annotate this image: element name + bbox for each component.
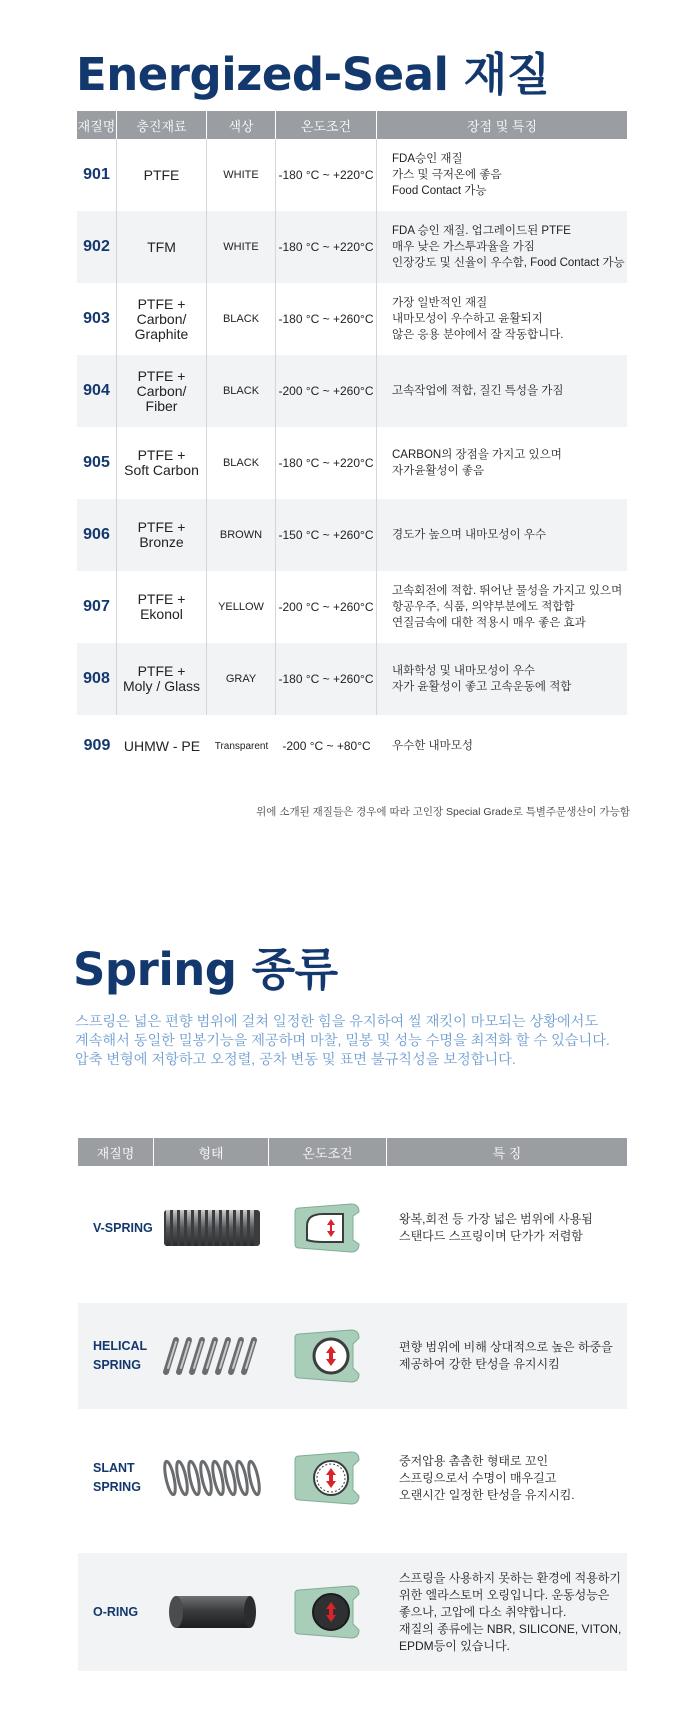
slant-spring-image [154, 1456, 269, 1500]
header-features: 특 징 [492, 1145, 522, 1161]
material-code: 905 [77, 427, 117, 499]
material-features: CARBON의 장점을 가지고 있으며 자가윤활성이 좋음 [392, 449, 562, 477]
material-filler: PTFE + Bronze [117, 499, 207, 571]
spring-description: 왕복,회전 등 가장 넓은 범위에 사용됨 스탠다드 스프링이며 단가가 저렴함 [399, 1212, 593, 1243]
material-color: GRAY [207, 643, 276, 715]
material-color: BROWN [207, 499, 276, 571]
material-features: 고속작업에 적합, 질긴 특성을 가짐 [392, 385, 564, 397]
material-color: BLACK [207, 427, 276, 499]
material-code: 901 [77, 139, 117, 211]
material-features: 가장 일반적인 재질 내마모성이 우수하고 윤활되지 않은 응용 분야에서 잘 작동합니다. [392, 297, 564, 341]
material-temp: -150 °C ~ +260°C [276, 499, 377, 571]
material-filler: UHMW - PE [123, 737, 201, 754]
table-row [77, 571, 627, 643]
material-color: Transparent [214, 740, 269, 752]
header-name: 재질명 [78, 1138, 154, 1166]
spring-name: HELICAL SPRING [93, 1339, 148, 1372]
spring-name: V-SPRING [93, 1220, 153, 1235]
material-features: 경도가 높으며 내마모성이 우수 [392, 529, 547, 541]
v-spring-seal-icon [269, 1200, 387, 1256]
table-row [77, 499, 627, 571]
materials-table-header [77, 111, 627, 139]
material-color: BLACK [207, 355, 276, 427]
material-temp: -200 °C ~ +260°C [276, 571, 377, 643]
material-filler: TFM [117, 211, 207, 283]
spring-table-header [78, 1138, 627, 1166]
material-temp: -200 °C ~ +260°C [276, 355, 377, 427]
material-temp: -200 °C ~ +80°C [282, 739, 371, 753]
spring-row [78, 1553, 627, 1671]
material-temp: -180 °C ~ +260°C [276, 283, 377, 355]
v-spring-image [154, 1206, 269, 1250]
spring-row [78, 1426, 627, 1530]
material-code: 908 [77, 643, 117, 715]
material-color: WHITE [207, 211, 276, 283]
o-ring-seal-icon [269, 1582, 387, 1642]
material-features: 우수한 내마모성 [392, 740, 473, 752]
material-features: 내화학성 및 내마모성이 우수 자가 윤활성이 좋고 고속운동에 적합 [392, 665, 572, 693]
material-temp: -180 °C ~ +220°C [276, 211, 377, 283]
header-code: 재질명 [77, 111, 117, 139]
material-code: 902 [77, 211, 117, 283]
helical-spring-seal-icon [269, 1326, 387, 1386]
table-row [77, 715, 627, 777]
header-color: 색상 [207, 111, 276, 139]
spring-description: 편향 범위에 비해 상대적으로 높은 하중을 제공하여 강한 탄성을 유지시킴 [399, 1340, 613, 1371]
section-title-materials: Energized-Seal 재질 [76, 48, 550, 101]
material-filler: PTFE [117, 139, 207, 211]
table-row [77, 211, 627, 283]
table-row [77, 139, 627, 211]
material-color: BLACK [207, 283, 276, 355]
material-temp: -180 °C ~ +260°C [276, 643, 377, 715]
material-code: 903 [77, 283, 117, 355]
helical-spring-image [154, 1334, 269, 1378]
o-ring-image [154, 1590, 269, 1634]
material-code: 907 [77, 571, 117, 643]
slant-spring-seal-icon [269, 1448, 387, 1508]
material-code: 909 [83, 737, 111, 754]
header-filler: 충진재료 [117, 111, 207, 139]
section-title-springs: Spring 종류 [73, 943, 338, 996]
material-features: 고속회전에 적합. 뛰어난 물성을 가지고 있으며 항공우주, 식품, 의약부분에도 적합함 연질금속에 대한 적용시 매우 좋은 효과 [392, 585, 623, 629]
spring-row [78, 1303, 627, 1409]
material-features: FDA승인 재질 가스 및 극저온에 좋음 Food Contact 가능 [392, 153, 502, 197]
table-row [77, 643, 627, 715]
spring-name: SLANT SPRING [93, 1461, 141, 1494]
header-temp: 온도조건 [269, 1138, 387, 1166]
materials-table [77, 111, 627, 777]
material-temp: -180 °C ~ +220°C [276, 139, 377, 211]
header-shape: 형태 [154, 1138, 269, 1166]
spring-description: 스프링을 사용하지 못하는 환경에 적용하기 위한 엘라스토머 오링입니다. 운동성능은 좋으나, 고압에 다소 취약합니다. 재질의 종류에는 NBR, SILICONE, VITON, EPDM등이 있습니다. [399, 1570, 622, 1653]
table-row [77, 283, 627, 355]
material-filler: PTFE + Carbon/ Fiber [117, 355, 207, 427]
material-code: 906 [77, 499, 117, 571]
material-temp: -180 °C ~ +220°C [276, 427, 377, 499]
material-filler: PTFE + Moly / Glass [117, 643, 207, 715]
material-filler: PTFE + Soft Carbon [117, 427, 207, 499]
header-temp: 온도조건 [276, 111, 377, 139]
material-filler: PTFE + Ekonol [117, 571, 207, 643]
header-features: 장점 및 특징 [466, 118, 537, 134]
table-row [77, 355, 627, 427]
spring-description: 중저압용 촘촘한 형태로 꼬인 스프링으로서 수명이 매우길고 오랜시간 일정한 탄성을 유지시킴. [399, 1453, 575, 1502]
table-row [77, 427, 627, 499]
special-grade-note: 위에 소개된 재질들은 경우에 따라 고인장 Special Grade로 특별주문생산이 가능함 [256, 806, 630, 818]
material-filler: PTFE + Carbon/ Graphite [117, 283, 207, 355]
material-color: WHITE [207, 139, 276, 211]
spring-name: O-RING [93, 1604, 139, 1619]
spring-table [78, 1138, 627, 1653]
material-color: YELLOW [207, 571, 276, 643]
spring-intro-text: 스프링은 넓은 편향 범위에 걸쳐 일정한 힘을 유지하여 씰 재킷이 마모되는 상황에서도 계속해서 동일한 밀봉기능을 제공하며 마찰, 밀봉 및 성능 수명을 최적화 할 수 있습니다. 압축 변형에 저항하고 오정렬, 공차 변동 및 표면 불규칙성을 보정합니다. [75, 1014, 610, 1068]
material-code: 904 [77, 355, 117, 427]
material-features: FDA 승인 재질. 업그레이드된 PTFE 매우 낮은 가스투과율을 가짐 인장강도 및 신율이 우수함, Food Contact 가능 [392, 225, 625, 269]
spring-row [78, 1178, 627, 1278]
